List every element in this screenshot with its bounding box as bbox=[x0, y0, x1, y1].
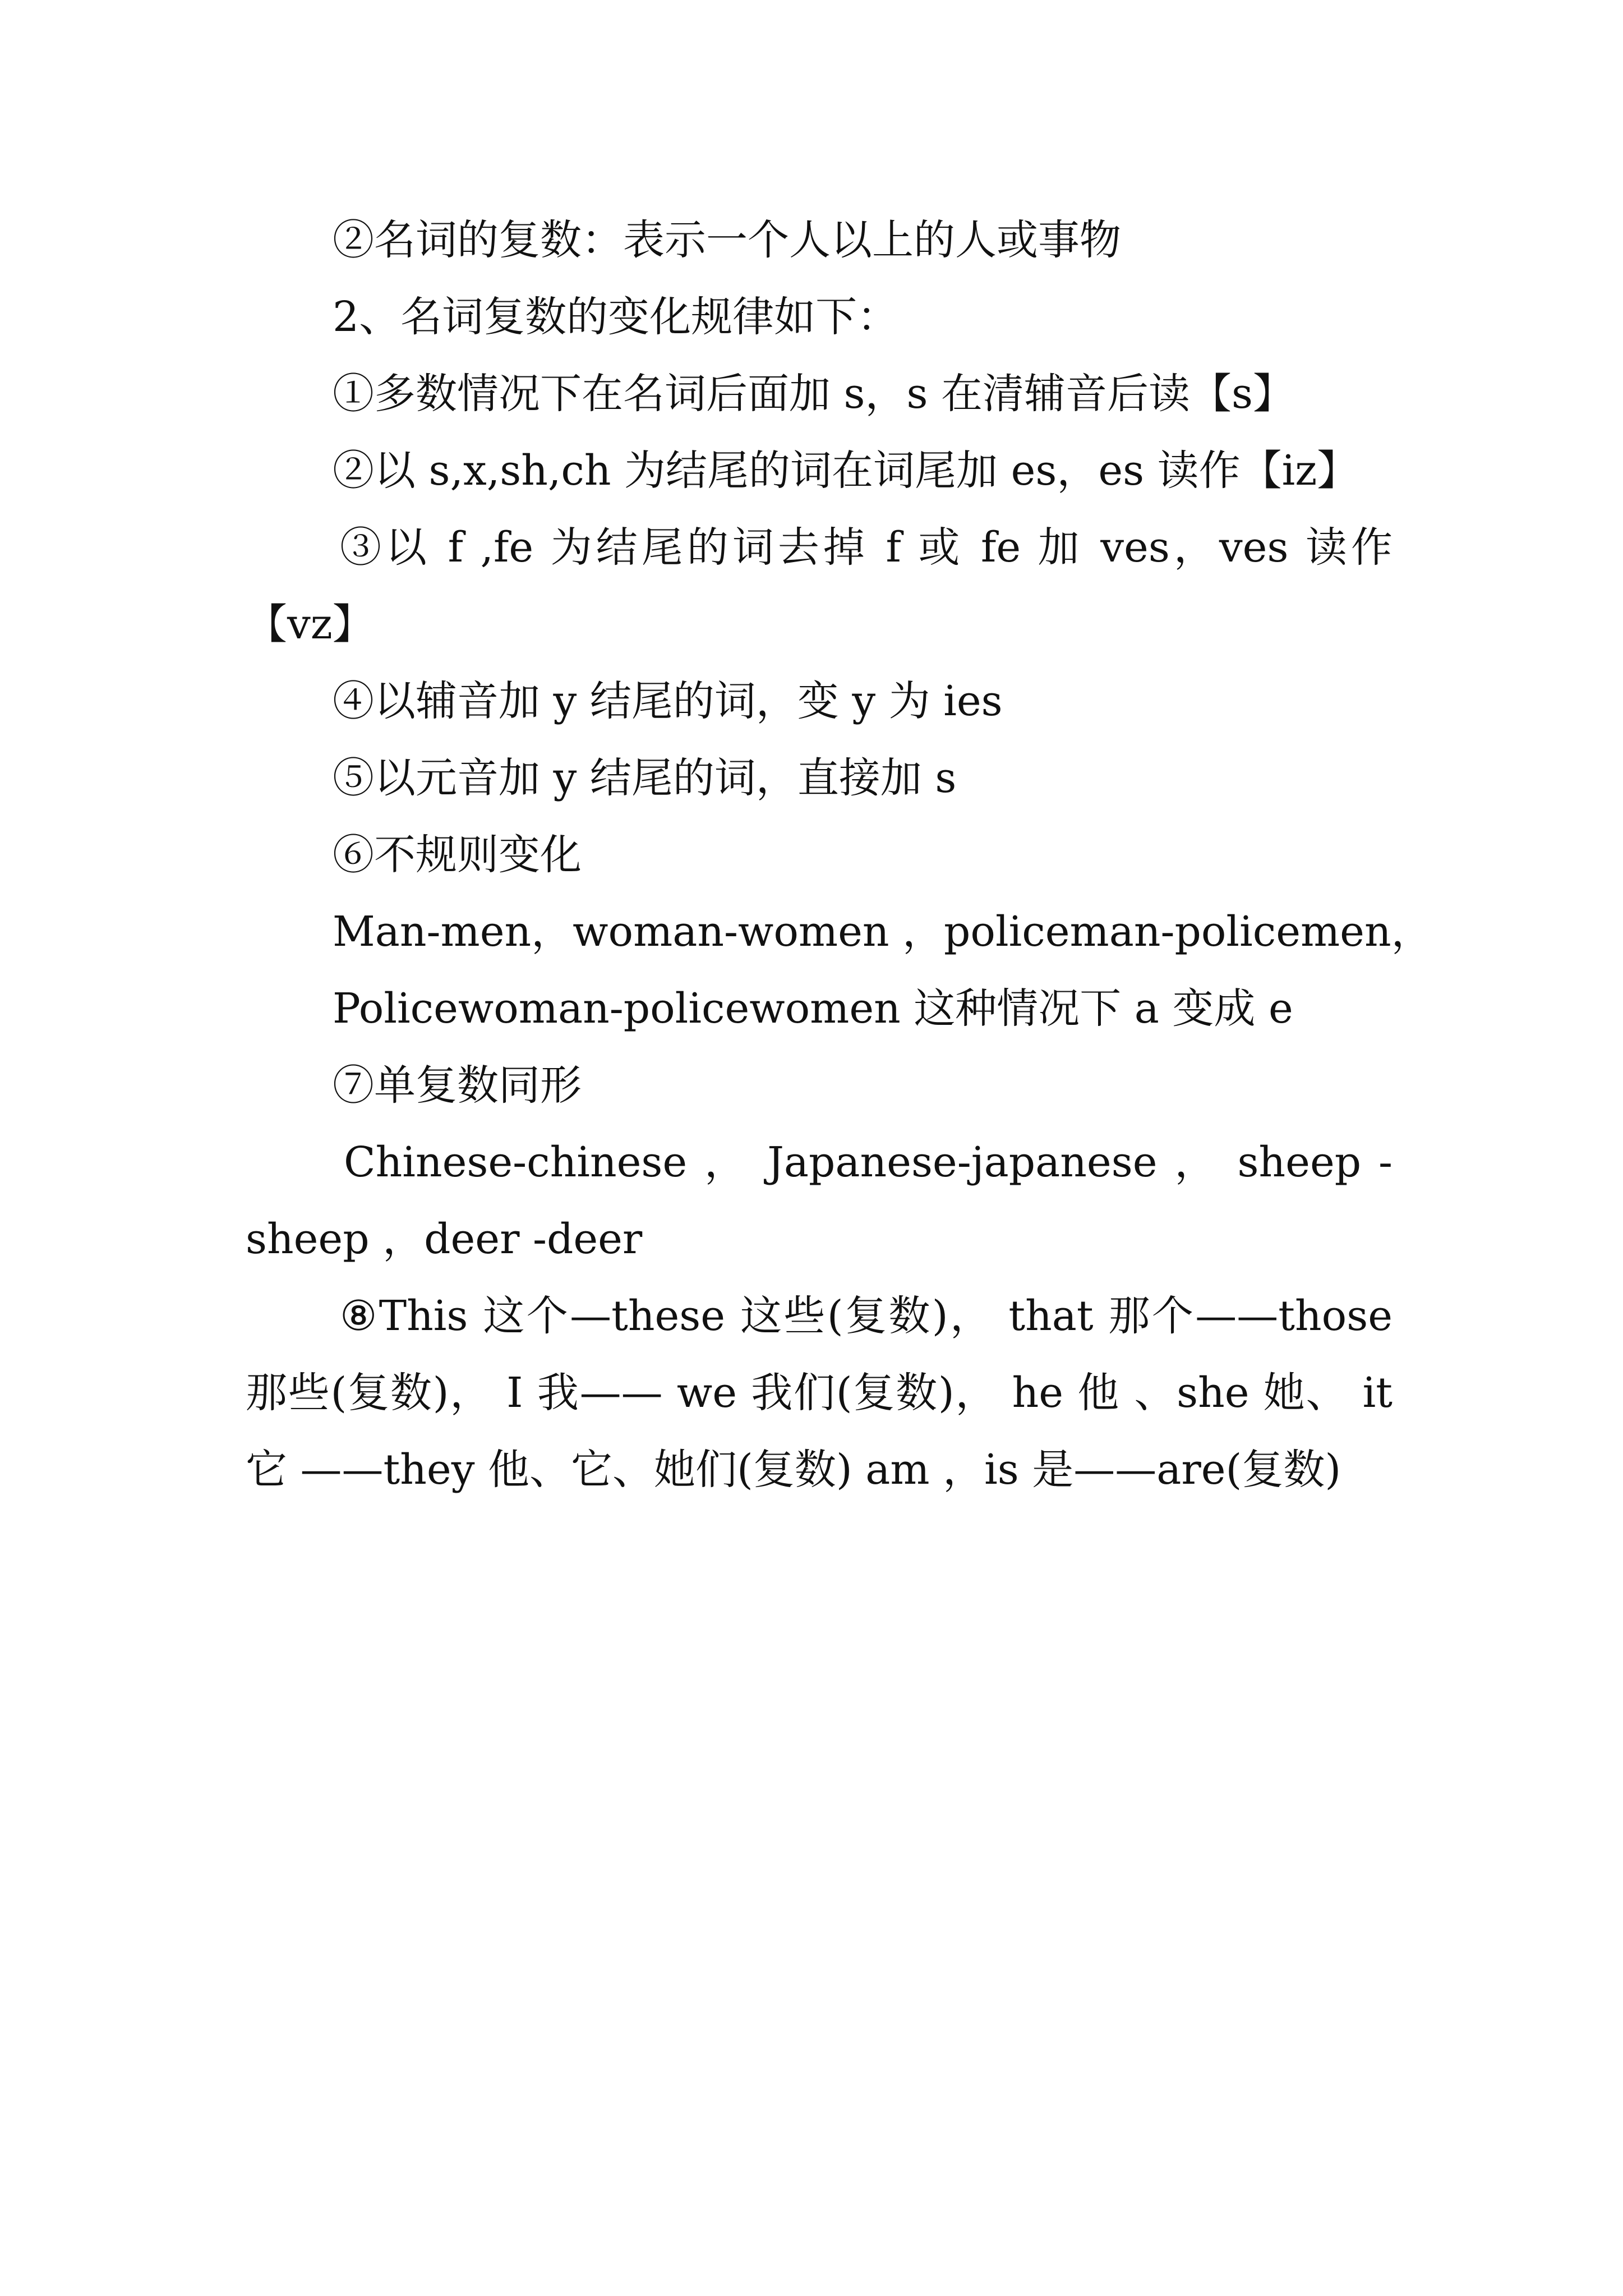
paragraph-same-form-examples: Chinese-chinese ， Japanese-japanese ， sheep -sheep ，deer -deer bbox=[246, 1138, 1393, 1263]
paragraph-irregular-examples-2: Policewoman-policewomen 这种情况下 a 变成 e bbox=[333, 984, 1293, 1033]
paragraph-rule-1: ①多数情况下在名词后面加 s，s 在清辅音后读【s】 bbox=[333, 370, 1294, 418]
paragraph-irregular-examples-1: Man-men，woman-women ，policeman-policemen， bbox=[333, 908, 1433, 956]
paragraph-noun-plural-definition: ②名词的复数：表示一个人以上的人或事物 bbox=[333, 216, 1121, 264]
paragraph-rule-6: ⑥不规则变化 bbox=[333, 831, 582, 879]
paragraph-rule-3: ③以 f ,fe 为结尾的词去掉 f 或 fe 加 ves，ves 读作【vz】 bbox=[246, 523, 1393, 648]
paragraph-rule-2: ②以 s,x,sh,ch 为结尾的词在词尾加 es，es 读作【iz】 bbox=[333, 447, 1359, 495]
paragraph-rule-4: ④以辅音加 y 结尾的词，变 y 为 ies bbox=[333, 677, 1003, 725]
paragraph-rule-7: ⑦单复数同形 bbox=[333, 1061, 582, 1110]
paragraph-plural-rules-heading: 2、名词复数的变化规律如下： bbox=[333, 293, 899, 341]
paragraph-rule-5: ⑤以元音加 y 结尾的词，直接加 s bbox=[333, 754, 957, 802]
document-body bbox=[246, 202, 1433, 1508]
paragraph-rule-8: ⑧This 这个—these 这些(复数)， that 那个——those 那些(复数)， I 我—— we 我们(复数)， he 他 、she 她、 it 它 ——they 他、它、她们(复数) am ，is 是——are(复数) bbox=[246, 1292, 1393, 1494]
